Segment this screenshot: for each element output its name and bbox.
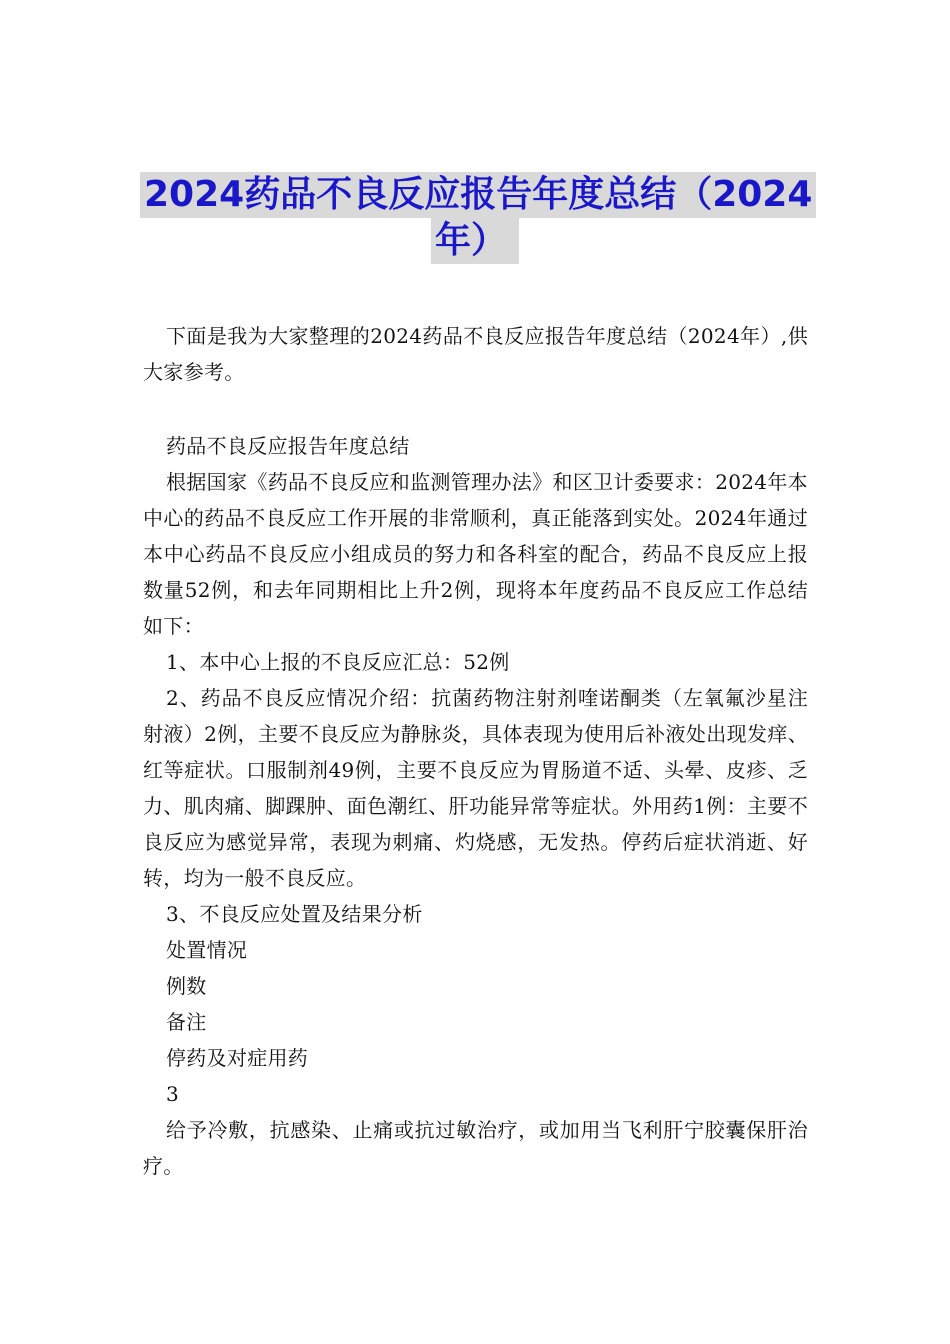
list-item-3: 3、不良反应处置及结果分析 bbox=[166, 902, 423, 926]
table-cell: 备注 bbox=[166, 1010, 207, 1034]
document-title bbox=[140, 172, 813, 264]
table-cell: 例数 bbox=[166, 974, 207, 998]
paragraph-last: 给予冷敷，抗感染、止痛或抗过敏治疗，或加用当飞利肝宁胶囊保肝治疗。 bbox=[143, 1118, 808, 1178]
paragraph-1: 根据国家《药品不良反应和监测管理办法》和区卫计委要求：2024年本中心的药品不良反应工作开展的非常顺利，真正能落到实处。2024年通过本中心药品不良反应小组成员的努力和各科室的配合，药品不良反应上报数量52例，和去年同期相比上升2例，现将本年度药品不良反应工作总结如下： bbox=[143, 470, 808, 638]
intro-block bbox=[143, 318, 808, 390]
section-heading: 药品不良反应报告年度总结 bbox=[166, 434, 410, 458]
title-line-1: 2024药品不良反应报告年度总结（2024 bbox=[140, 172, 816, 218]
list-item-2: 2、药品不良反应情况介绍：抗菌药物注射剂喹诺酮类（左氧氟沙星注射液）2例，主要不良反应为静脉炎，具体表现为使用后补液处出现发痒、红等症状。口服制剂49例，主要不良反应为胃肠道不适、头晕、皮疹、乏力、肌肉痛、脚踝肿、面色潮红、肝功能异常等症状。外用药1例：主要不良反应为感觉异常，表现为刺痛、灼烧感，无发热。停药后症状消逝、好转，均为一般不良反应。 bbox=[143, 686, 808, 890]
list-item-1: 1、本中心上报的不良反应汇总：52例 bbox=[166, 650, 510, 674]
main-content bbox=[143, 428, 808, 1184]
table-cell: 3 bbox=[166, 1082, 180, 1106]
table-cell: 处置情况 bbox=[166, 938, 248, 962]
table-cell: 停药及对症用药 bbox=[166, 1046, 309, 1070]
title-line-2: 年） bbox=[431, 218, 519, 264]
intro-paragraph: 下面是我为大家整理的2024药品不良反应报告年度总结（2024年）,供大家参考。 bbox=[143, 324, 808, 384]
